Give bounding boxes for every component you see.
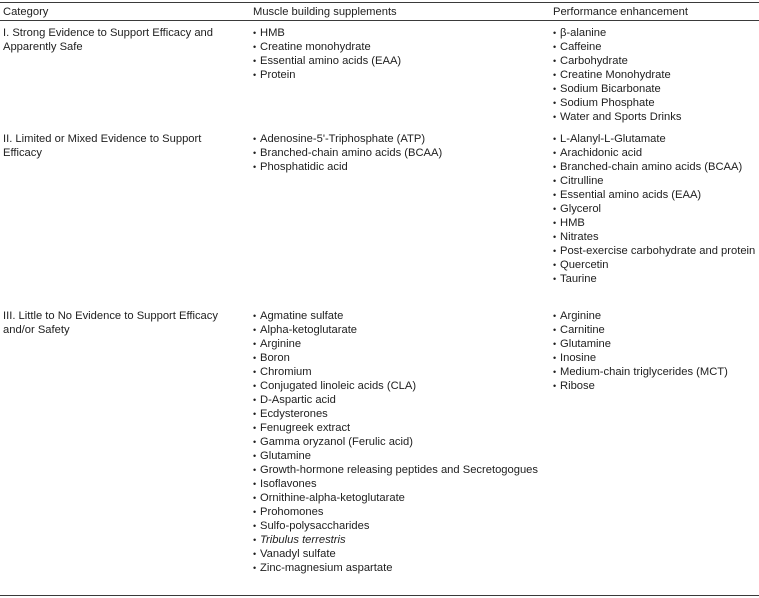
header-muscle-building: Muscle building supplements — [253, 6, 397, 18]
list-item: • Arginine — [553, 309, 758, 323]
bottom-rule — [0, 595, 759, 596]
list-item: • Carbohydrate — [553, 54, 758, 68]
list-item: • Water and Sports Drinks — [553, 110, 758, 124]
list-item: • Taurine — [553, 272, 758, 286]
list-item: • Sodium Bicarbonate — [553, 82, 758, 96]
row-2-category: II. Limited or Mixed Evidence to Support Efficacy — [3, 133, 202, 159]
list-item: • Glycerol — [553, 202, 758, 216]
top-rule — [0, 2, 759, 3]
list-item: • Ribose — [553, 379, 758, 393]
list-item: • Caffeine — [553, 40, 758, 54]
list-item: • Arginine — [253, 337, 543, 351]
list-item: • Ornithine-alpha-ketoglutarate — [253, 491, 543, 505]
list-item: • Ecdysterones — [253, 407, 543, 421]
row-3-category: III. Little to No Evidence to Support Efficacy and/or Safety — [3, 310, 218, 336]
list-item: • L-Alanyl-L-Glutamate — [553, 132, 758, 146]
header-performance: Performance enhancement — [553, 6, 688, 18]
list-item: • Zinc-magnesium aspartate — [253, 561, 543, 575]
list-item: • Creatine monohydrate — [253, 40, 543, 54]
list-item: • Sulfo-polysaccharides — [253, 519, 543, 533]
list-item: • Arachidonic acid — [553, 146, 758, 160]
list-item: • Essential amino acids (EAA) — [253, 54, 543, 68]
list-item: • Isoflavones — [253, 477, 543, 491]
list-item: • Protein — [253, 68, 543, 82]
list-item: • Creatine Monohydrate — [553, 68, 758, 82]
list-item: • Chromium — [253, 365, 543, 379]
list-item: • Sodium Phosphate — [553, 96, 758, 110]
list-item: • Branched-chain amino acids (BCAA) — [553, 160, 758, 174]
row-1-category: I. Strong Evidence to Support Efficacy and Apparently Safe — [3, 27, 213, 53]
row-1-muscle-list — [253, 26, 543, 82]
list-item: • Medium-chain triglycerides (MCT) — [553, 365, 758, 379]
list-item: • Post-exercise carbohydrate and protein — [553, 244, 758, 258]
list-item: • Gamma oryzanol (Ferulic acid) — [253, 435, 543, 449]
list-item: • Inosine — [553, 351, 758, 365]
list-item: • Branched-chain amino acids (BCAA) — [253, 146, 543, 160]
list-item: • β-alanine — [553, 26, 758, 40]
row-3-muscle-list — [253, 309, 543, 575]
list-item: • Phosphatidic acid — [253, 160, 543, 174]
list-item: • Citrulline — [553, 174, 758, 188]
list-item: • HMB — [553, 216, 758, 230]
list-item: • Carnitine — [553, 323, 758, 337]
list-item: • Alpha-ketoglutarate — [253, 323, 543, 337]
list-item: • Vanadyl sulfate — [253, 547, 543, 561]
header-rule — [0, 20, 759, 21]
list-item: • D-Aspartic acid — [253, 393, 543, 407]
list-item: • Tribulus terrestris — [253, 533, 543, 547]
list-item: • Glutamine — [253, 449, 543, 463]
list-item: • Growth-hormone releasing peptides and Secretogogues — [253, 463, 543, 477]
header-category: Category — [3, 6, 49, 18]
list-item: • Quercetin — [553, 258, 758, 272]
list-item: • HMB — [253, 26, 543, 40]
row-2-muscle-list — [253, 132, 543, 174]
list-item: • Essential amino acids (EAA) — [553, 188, 758, 202]
row-3-performance-list — [553, 309, 758, 393]
row-2-performance-list — [553, 132, 758, 286]
list-item: • Fenugreek extract — [253, 421, 543, 435]
list-item: • Prohomones — [253, 505, 543, 519]
list-item: • Agmatine sulfate — [253, 309, 543, 323]
list-item: • Nitrates — [553, 230, 758, 244]
list-item: • Boron — [253, 351, 543, 365]
list-item: • Adenosine-5'-Triphosphate (ATP) — [253, 132, 543, 146]
list-item: • Glutamine — [553, 337, 758, 351]
row-1-performance-list — [553, 26, 758, 124]
list-item: • Conjugated linoleic acids (CLA) — [253, 379, 543, 393]
